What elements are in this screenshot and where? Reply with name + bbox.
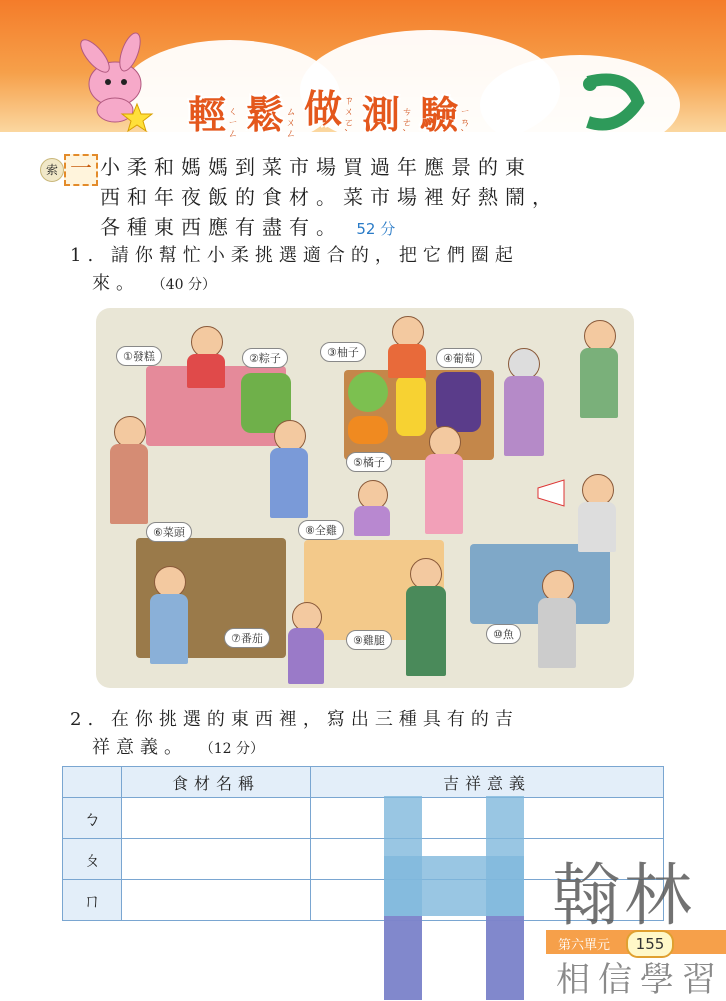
dragon-icon [578,72,648,134]
item-label-fish: ⑩魚 [486,624,521,644]
item-label-zongzi: ②粽子 [242,348,288,368]
title-char [420,84,472,140]
page-number: 155 [626,930,674,958]
part1-line-2 [92,270,216,299]
watermark-logo-icon [384,796,534,1000]
unit-label: 第六單元 [558,938,611,953]
question-text-line-1: 小柔和媽媽到菜市場買過年應景的東 [100,155,532,179]
ingredient-answer-cell[interactable] [122,839,311,880]
title-char-zhuyin: ㄙㄨㄥ [286,106,297,140]
ingredient-answer-cell[interactable] [122,798,311,839]
brand-name: 翰林 [552,857,697,936]
question-score: 52 分 [356,220,396,238]
megaphone-icon [534,478,580,508]
title-char [246,84,298,140]
orange-pile [348,416,388,444]
item-label-drumstick: ⑨雞腿 [346,630,392,650]
ingredient-answer-cell[interactable] [122,880,311,921]
row-label: ㄆ [63,839,122,880]
table-header-empty [63,767,122,798]
pomelo-pile [348,372,388,412]
part2-line-1: 2. 在你挑選的東西裡，寫出三種具有的吉 [70,709,519,730]
item-label-pomelo: ③柚子 [320,342,366,362]
market-illustration [96,308,634,688]
title-char-text: 鬆 [246,92,285,137]
part2-line-2-text: 祥意義。 [92,737,188,758]
part2-line-2 [92,734,264,763]
answer-tag: 索 [40,158,64,182]
question-number: 一 [64,154,98,186]
page-title [188,78,472,140]
question-text-line-3 [100,213,700,244]
table-header-meaning: 吉祥意義 [311,767,664,798]
item-label-cake: ①發糕 [116,346,162,366]
item-label-tomato: ⑦番茄 [224,628,270,648]
part2-points: （12 分） [199,741,264,757]
title-char-text: 輕 [188,92,227,137]
brand-slogan: 相信學習 [556,960,724,1000]
part1-line-2-text: 來。 [92,273,140,294]
title-char-text: 測 [362,92,401,137]
item-label-radish: ⑥菜頭 [146,522,192,542]
title-char-zhuyin: ㄗㄨㄛˋ [344,95,355,140]
title-char-text: 驗 [420,92,459,137]
star-icon [120,102,154,132]
question-text-line-2: 西和年夜飯的食材。菜市場裡好熱鬧， [100,185,559,209]
title-char [188,84,240,140]
question-text-line-3-text: 各種東西應有盡有。 [100,215,343,239]
title-char [362,84,414,140]
table-header-ingredient: 食材名稱 [122,767,311,798]
header-banner [0,0,726,140]
part1-line-1: 1. 請你幫忙小柔挑選適合的，把它們圈起 [70,245,519,266]
item-label-grape: ④葡萄 [436,348,482,368]
part1-points: （40 分） [151,277,216,293]
title-char-zhuyin: ㄘㄜˋ [402,106,413,140]
title-char-zhuyin: ㄧㄢˋ [460,106,471,140]
banana-pile [396,376,426,436]
title-char-zhuyin: ㄑㄧㄥ [228,106,239,140]
item-label-orange: ⑤橘子 [346,452,392,472]
row-label: ㄇ [63,880,122,921]
table-row [63,798,664,839]
item-label-chicken: ⑧全雞 [298,520,344,540]
table-header-row [63,767,664,798]
title-char-text: 做 [304,87,343,131]
row-label: ㄅ [63,798,122,839]
title-char [304,78,356,140]
grape-pile [436,372,481,432]
